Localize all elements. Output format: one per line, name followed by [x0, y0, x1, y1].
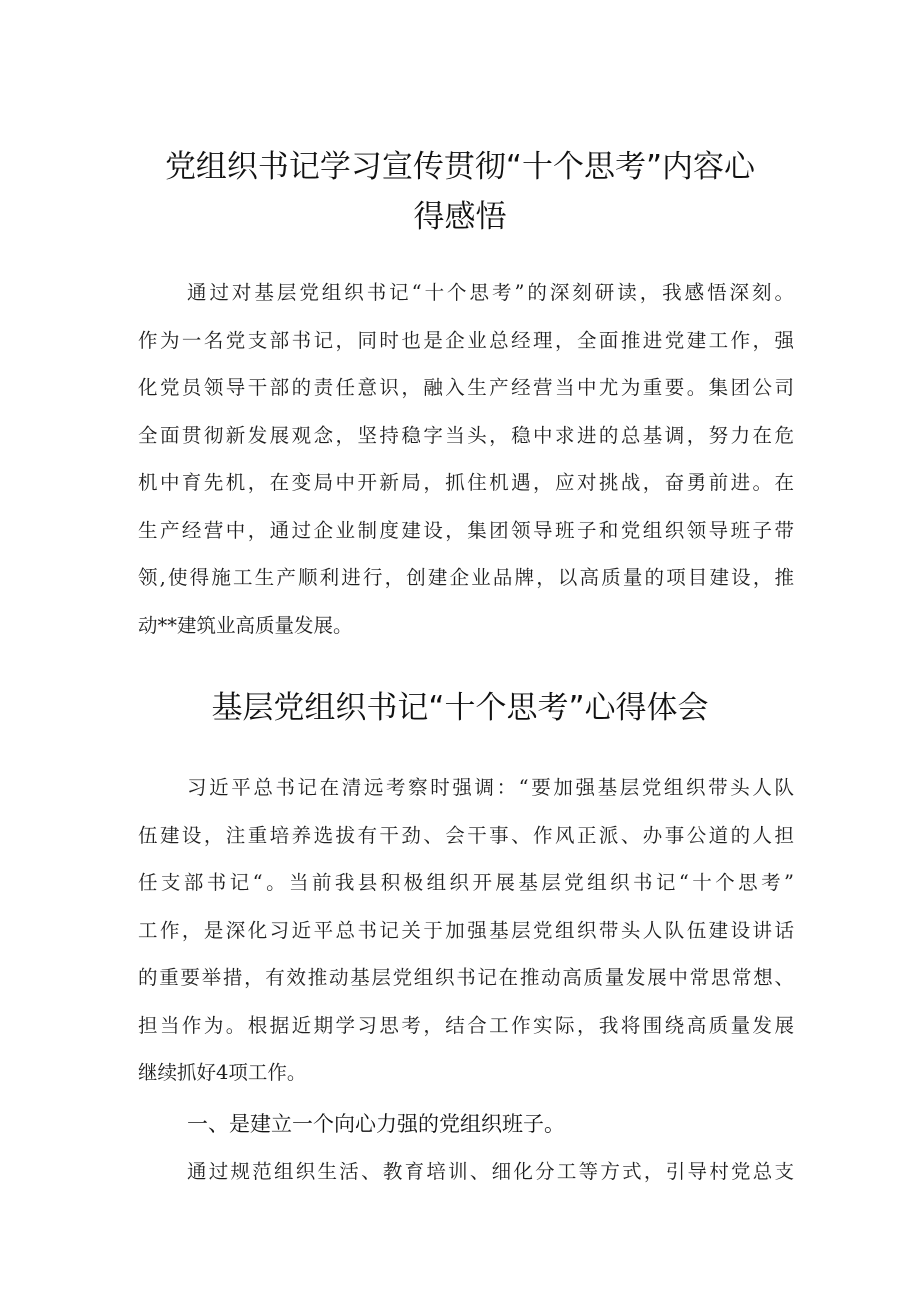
paragraph-line: 通过对基层党组织书记“十个思考”的深刻研读，我感悟深刻。 — [187, 281, 794, 304]
paragraph-line: 继续抓好4项工作。 — [138, 1061, 307, 1084]
section-title: 基层党组织书记“十个思考”心得体会 — [211, 690, 709, 726]
document-title — [120, 142, 800, 242]
paragraph-line: 机中育先机，在变局中开新局，抓住机遇，应对挑战，奋勇前进。在 — [138, 471, 794, 494]
paragraph-line: 任支部书记“。当前我县积极组织开展基层党组织书记“十个思考” — [138, 871, 794, 894]
paragraph-3 — [138, 1148, 794, 1196]
subheading-1: 一、是建立一个向心力强的党组织班子。 — [187, 1112, 565, 1136]
paragraph-line: 生产经营中，通过企业制度建设，集团领导班子和党组织领导班子带 — [138, 518, 794, 542]
document-title-line: 党组织书记学习宣传贯彻“十个思考”内容心 — [164, 149, 756, 185]
paragraph-line: 全面贯彻新发展观念，坚持稳字当头，稳中求进的总基调，努力在危 — [138, 423, 794, 447]
paragraph-line: 担当作为。根据近期学习思考，结合工作实际，我将围绕高质量发展 — [138, 1013, 794, 1037]
paragraph-line: 化党员领导干部的责任意识，融入生产经营当中尤为重要。集团公司 — [138, 376, 794, 399]
paragraph-line: 通过规范组织生活、教育培训、细化分工等方式，引导村党总支 — [187, 1160, 794, 1183]
document-title-line: 得感悟 — [413, 199, 507, 235]
paragraph-1 — [138, 269, 794, 649]
paragraph-line: 的重要举措，有效推动基层党组织书记在推动高质量发展中常思常想、 — [138, 966, 794, 989]
paragraph-line: 动**建筑业高质量发展。 — [138, 613, 353, 637]
paragraph-line: 工作，是深化习近平总书记关于加强基层党组织带头人队伍建设讲话 — [138, 918, 794, 942]
paragraph-line: 习近平总书记在清远考察时强调：“要加强基层党组织带头人队 — [187, 776, 794, 799]
paragraph-2 — [138, 764, 794, 1097]
paragraph-line: 作为一名党支部书记，同时也是企业总经理，全面推进党建工作，强 — [138, 328, 794, 352]
paragraph-line: 伍建设，注重培养选拔有干劲、会干事、作风正派、办事公道的人担 — [138, 823, 794, 847]
paragraph-line: 领,使得施工生产顺利进行，创建企业品牌，以高质量的项目建设，推 — [138, 566, 794, 589]
